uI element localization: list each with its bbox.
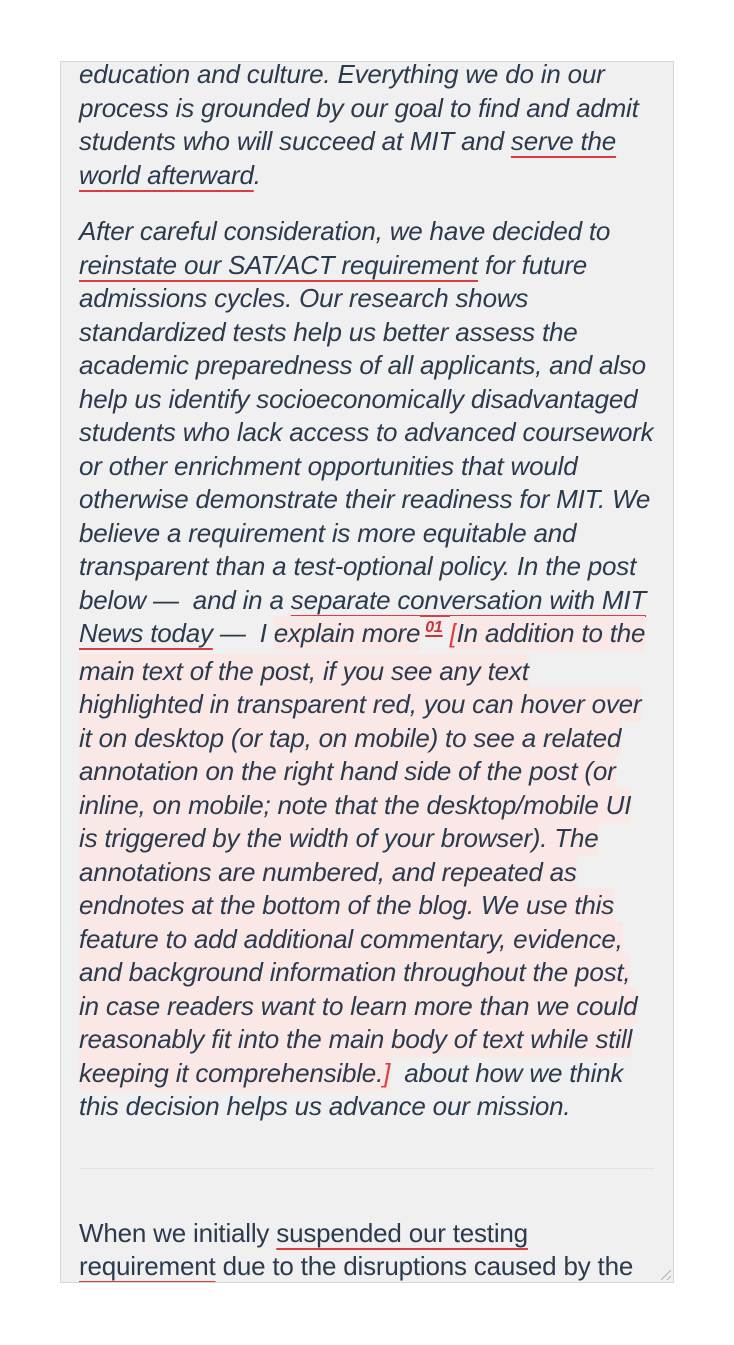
testing-suspension-paragraph [79, 1217, 654, 1284]
annotation-bracket: ] [383, 1056, 390, 1091]
article-content [79, 61, 654, 1283]
text-run: . [253, 159, 261, 190]
text-run: due to the disruptions caused by the [215, 1251, 634, 1281]
intro-paragraph [79, 61, 654, 192]
annotation-bracket: [ [450, 616, 457, 651]
text-run: After careful consideration, we have decided to [79, 216, 611, 246]
section-divider [79, 1168, 654, 1169]
text-run: for future admissions cycles. Our research shows standardized tests help us better assess the academic preparedness of all applicants, and also help us identify socioeconomically disadvantaged students who lack access to advanced coursework or other enrichment opportunities that would otherwise demonstrate their readiness for MIT. We believe a requirement is more equitable and transparent than a test-optional policy. In the post below — and in a [79, 249, 654, 615]
text-run: about how we think this decision helps us advance our mission. [79, 1057, 624, 1121]
article-textbox[interactable] [60, 61, 674, 1283]
inline-link[interactable]: reinstate our SAT/ACT requirement [79, 249, 478, 280]
annotation-number[interactable]: 01 [425, 619, 443, 636]
text-run: — I [212, 618, 274, 648]
inline-link[interactable]: separate conversation with MIT News today [79, 584, 647, 648]
inline-link[interactable]: serve the world afterward [79, 126, 617, 190]
annotation-highlight[interactable]: explain more [274, 616, 420, 651]
decision-paragraph [79, 215, 654, 1124]
annotation-highlight[interactable]: In addition to the main text of the post, if you see any text highlighted in transparent red, you can hover over it on desktop (or tap, on mobile) to see a related annotation on the right hand side of the post (or inline, on mobile; note that the desktop/mobile UI is triggered by the width of your browser). The annotations are numbered, and repeated as endnotes at the bottom of the blog. We use this feature to add additional commentary, evidence, and background information throughout the post, in case readers want to learn more than we could reasonably fit into the main body of text while still keeping it comprehensible. [79, 616, 645, 1091]
text-run: education and culture. Everything we do in our process is grounded by our goal to find and admit students who will succeed at MIT and [79, 61, 639, 156]
text-run: When we initially [79, 1217, 277, 1248]
inline-link[interactable]: suspended our testing requirement [79, 1217, 528, 1281]
resize-handle-icon[interactable] [659, 1268, 672, 1281]
